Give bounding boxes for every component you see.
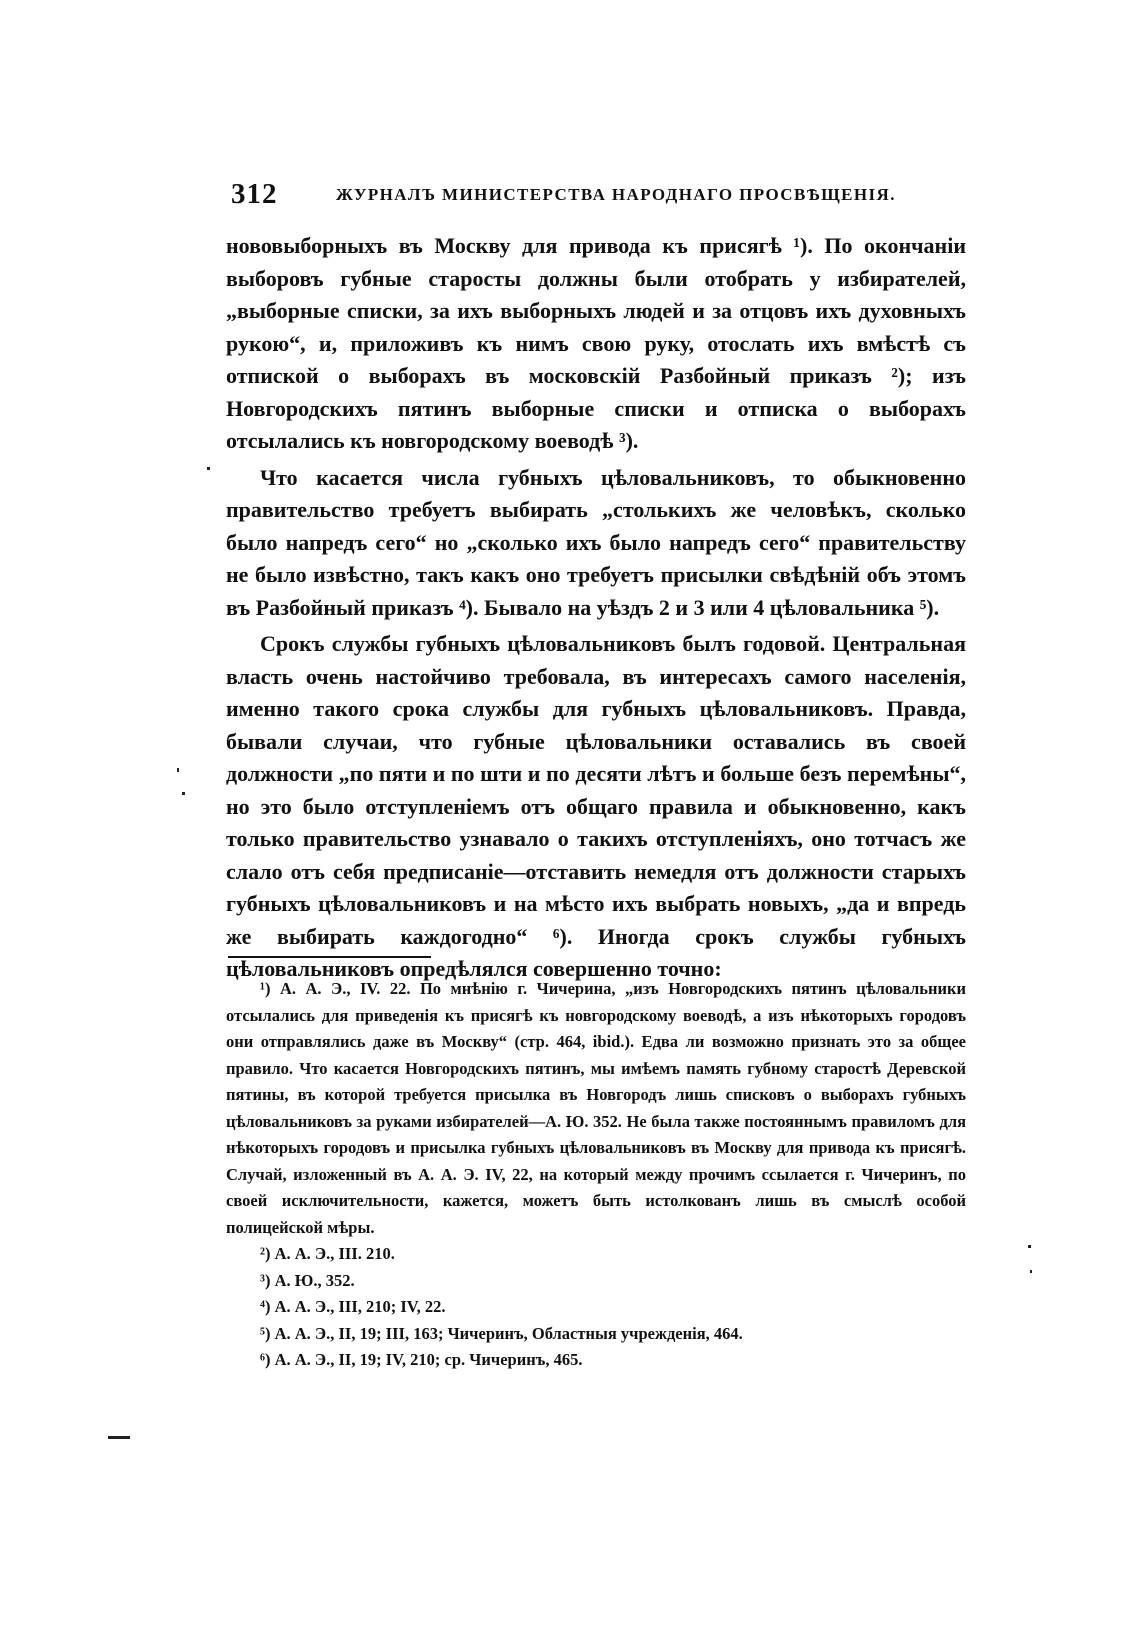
footnote-text: А. А. Э., II, 19; IV, 210; ср. Чичеринъ, 465. [274,1350,583,1369]
running-title: ЖУРНАЛЪ МИНИСТЕРСТВА НАРОДНАГО ПРОСВѢЩЕНІЯ. [336,185,896,204]
page-number: 312 [231,178,278,210]
paragraph: Срокъ службы губныхъ цѣловальниковъ былъ годовой. Центральная власть очень настойчиво требовала, въ интересахъ самого населенія, именно такого срока службы для губныхъ цѣловальниковъ. Правда, бывали случаи, что губные цѣловальники оставались въ своей должности „по пяти и по шти и по десяти лѣтъ и больше безъ перемѣны“, но это было отступленіемъ отъ общаго правила и обыкновенно, какъ только правительство узнавало о такихъ отступленіяхъ, оно тотчасъ же слало отъ себя предписаніе—отставить немедля отъ должности старыхъ губныхъ цѣловальниковъ и на мѣсто ихъ выбрать новыхъ, „да и впредь же выбирать каждогодно“ ⁶). Иногда срокъ службы губныхъ цѣловальниковъ опредѣлялся совершенно точно: [226,631,966,981]
scan-speck [1030,1270,1032,1273]
footnote-marker: ⁶) [260,1350,271,1369]
footnotes [226,976,966,1374]
footnote-separator [228,956,431,958]
footnote-marker: ⁵) [260,1323,271,1343]
main-text [226,230,966,986]
footnote-marker: ²) [260,1244,271,1263]
footnote [226,1294,966,1321]
footnote-text: А. Ю., 352. [274,1270,355,1290]
scan-speck [177,768,179,772]
footnote-text: А. А. Э., IV. 22. По мнѣнію г. Чичерина, „изъ Новгородскихъ пятинъ цѣловальники отсылались для приведенія къ присягѣ къ новгородскому воеводѣ, а изъ нѣкоторыхъ городовъ они отправлялись даже въ Москву“ (стр. 464, ibid.). Едва ли возможно признать это за общее правило. Что касается Новгородскихъ пятинъ, мы имѣемъ память губному старостѣ Деревской пятины, въ которой требуется присылка въ Новгородъ лишь списковъ о выборахъ губныхъ цѣловальниковъ за руками избирателей—А. Ю. 352. Не была также постояннымъ правиломъ для нѣкоторыхъ городовъ и присылка губныхъ цѣловальниковъ въ Москву для привода къ присягѣ. Случай, изложенный въ А. А. Э. IV, 22, на который между прочимъ ссылается г. Чичеринъ, по своей исключительности, кажется, можетъ быть истолкованъ лишь въ смыслѣ особой полицейской мѣры. [226,979,967,1237]
footnote-text: А. А. Э., III. 210. [274,1244,395,1263]
footnote [226,1268,966,1295]
footnote [226,1321,966,1348]
footnote-marker: ⁴) [260,1297,271,1316]
footnote-marker: ³) [260,1270,271,1290]
footnote [226,1347,966,1374]
footnote-text: А. А. Э., II, 19; III, 163; Чичеринъ, Областныя учрежденія, 464. [274,1323,743,1343]
footnote [226,976,966,1241]
scan-speck [207,467,210,470]
footnote [226,1241,966,1268]
page-header [231,178,966,218]
scan-speck [1028,1245,1031,1248]
footnote-text: А. А. Э., III, 210; IV, 22. [274,1297,446,1316]
scan-speck [182,792,185,795]
paragraph: нововыборныхъ въ Москву для привода къ присягѣ ¹). По окончаніи выборовъ губные старосты должны были отобрать у избирателей, „выборные списки, за ихъ выборныхъ людей и за отцовъ ихъ духовныхъ рукою“, и, приложивъ къ нимъ свою руку, отослать ихъ вмѣстѣ съ отпиской о выборахъ въ московскій Разбойный приказъ ²); изъ Новгородскихъ пятинъ выборные списки и отписка о выборахъ отсылались къ новгородскому воеводѣ ³). [226,233,966,453]
paragraph: Что касается числа губныхъ цѣловальниковъ, то обыкновенно правительство требуетъ выбирать „столькихъ же человѣкъ, сколько было напредъ сего“ но „сколько ихъ было напредъ сего“ правительству не было извѣстно, такъ какъ оно требуетъ присылки свѣдѣній объ этомъ въ Разбойный приказъ ⁴). Бывало на уѣздъ 2 и 3 или 4 цѣловальника ⁵). [226,464,966,620]
scan-speck [108,1436,130,1439]
footnote-marker: ¹) [260,979,271,998]
